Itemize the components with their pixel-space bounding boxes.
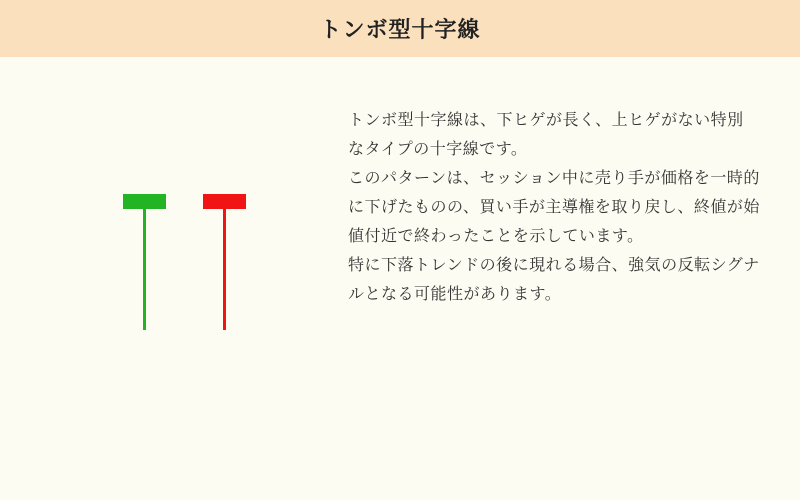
candle-lower-wick xyxy=(223,209,226,330)
page-title: トンボ型十字線 xyxy=(319,17,481,42)
description-paragraph: トンボ型十字線は、下ヒゲが長く、上ヒゲがない特別なタイプの十字線です。 xyxy=(348,112,744,158)
green-dragonfly-doji-candle xyxy=(123,194,166,330)
candle-lower-wick xyxy=(143,209,146,330)
description-text xyxy=(348,106,760,309)
description-paragraph: このパターンは、セッション中に売り手が価格を一時的に下げたものの、買い手が主導権を取り戻し、終値が始値付近で終わったことを示しています。 xyxy=(348,170,760,245)
description-paragraph: 特に下落トレンドの後に現れる場合、強気の反転シグナルとなる可能性があります。 xyxy=(348,257,760,303)
header xyxy=(0,0,800,57)
candle-body xyxy=(123,194,166,209)
candle-body xyxy=(203,194,246,209)
red-dragonfly-doji-candle xyxy=(203,194,246,330)
